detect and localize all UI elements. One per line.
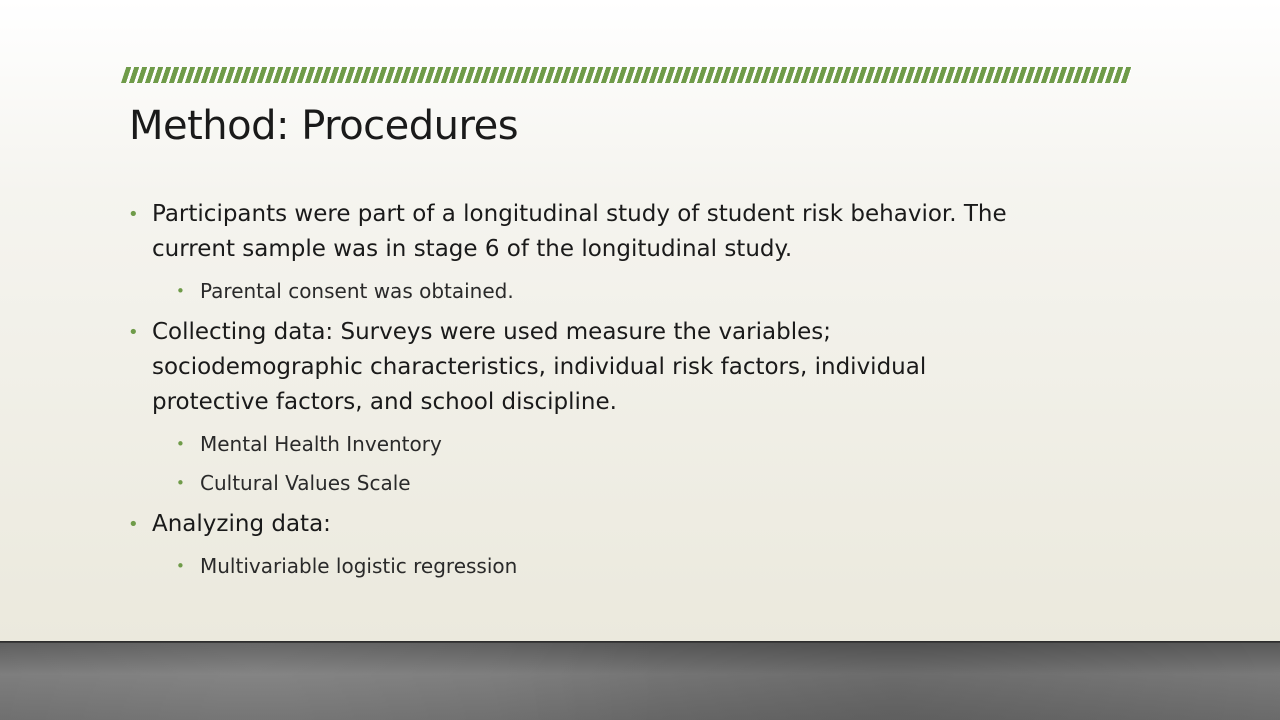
sub-bullet-text: Parental consent was obtained. xyxy=(200,279,514,303)
sub-bullet-dot-icon: • xyxy=(176,474,185,492)
sub-bullet-text: Cultural Values Scale xyxy=(200,471,411,495)
bullet-dot-icon: • xyxy=(128,322,139,343)
bullet-text-line: current sample was in stage 6 of the longitudinal study. xyxy=(152,236,793,262)
bullet-text-line: protective factors, and school discipline. xyxy=(152,389,617,415)
bullet-dot-icon: • xyxy=(128,514,139,535)
sub-bullet-item xyxy=(128,551,1128,581)
sub-bullet-item xyxy=(128,429,1128,459)
bullet-item xyxy=(128,197,1128,267)
sub-bullet-dot-icon: • xyxy=(176,435,185,453)
sub-bullet-item xyxy=(128,468,1128,498)
slide-title: Method: Procedures xyxy=(129,103,519,149)
slide-body xyxy=(128,197,1128,581)
bullet-text-line: sociodemographic characteristics, individual risk factors, individual xyxy=(152,354,927,380)
bullet-item xyxy=(128,507,1128,542)
bullet-item xyxy=(128,315,1128,420)
sub-bullet-item xyxy=(128,276,1128,306)
sub-bullet-dot-icon: • xyxy=(176,557,185,575)
bullet-text-line: Participants were part of a longitudinal study of student risk behavior. The xyxy=(152,201,1007,227)
concrete-floor-background xyxy=(0,642,1280,720)
bullet-dot-icon: • xyxy=(128,204,139,225)
sub-bullet-text: Multivariable logistic regression xyxy=(200,554,518,578)
bullet-text-line: Analyzing data: xyxy=(152,511,331,537)
bullet-text-line: Collecting data: Surveys were used measure the variables; xyxy=(152,319,831,345)
sub-bullet-text: Mental Health Inventory xyxy=(200,432,442,456)
decorative-stripe xyxy=(121,67,1132,83)
sub-bullet-dot-icon: • xyxy=(176,282,185,300)
